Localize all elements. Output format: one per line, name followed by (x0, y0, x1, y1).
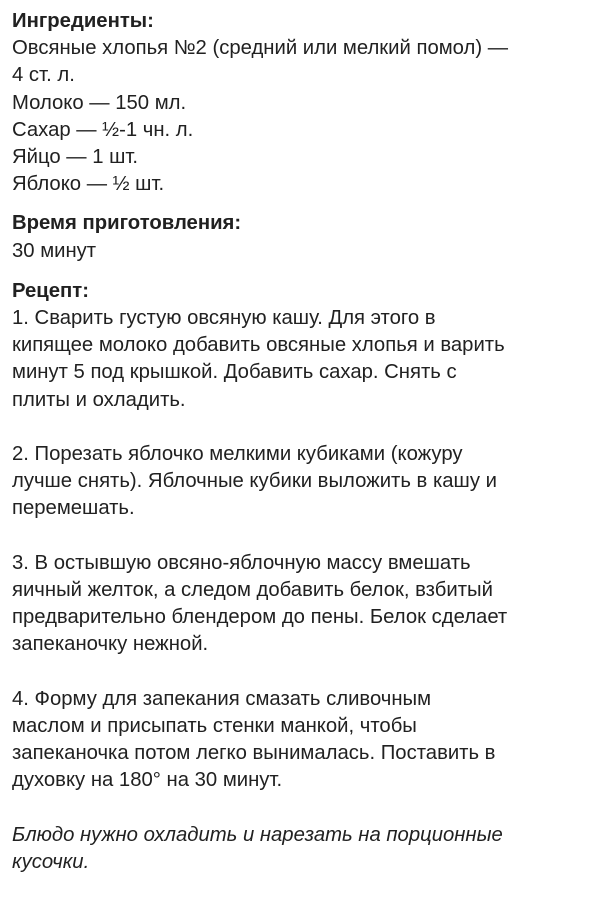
serving-note-line: Блюдо нужно охладить и нарезать на порционные (12, 823, 503, 846)
recipe-heading: Рецепт: (12, 279, 89, 302)
recipe-step-line: предварительно блендером до пены. Белок сделает (12, 606, 508, 629)
recipe-step-2 (12, 441, 588, 523)
recipe-step-line: запеканочку нежной. (12, 633, 209, 656)
recipe-step-line: маслом и присыпать стенки манкой, чтобы (12, 715, 417, 738)
cooking-time-heading: Время приготовления: (12, 212, 242, 235)
recipe-step-line: кипящее молоко добавить овсяные хлопья и варить (12, 334, 505, 357)
recipe-step-line: 3. В остывшую овсяно-яблочную массу вмешать (12, 551, 471, 574)
serving-note-line: кусочки. (12, 851, 90, 874)
ingredient-line: 4 ст. л. (12, 64, 75, 87)
cooking-time-section (12, 210, 588, 264)
recipe-step-line: перемешать. (12, 497, 135, 520)
ingredient-line: Овсяные хлопья №2 (средний или мелкий помол) — (12, 37, 509, 60)
recipe-step-3 (12, 550, 588, 659)
serving-note (12, 822, 588, 876)
recipe-step-4 (12, 686, 588, 795)
ingredient-line: Яйцо — 1 шт. (12, 146, 139, 169)
ingredient-line: Яблоко — ½ шт. (12, 173, 165, 196)
ingredient-line: Сахар — ½-1 чн. л. (12, 118, 194, 141)
ingredients-section (12, 8, 588, 198)
recipe-step-line: запеканочка потом легко вынималась. Поставить в (12, 742, 496, 765)
ingredients-heading: Ингредиенты: (12, 10, 154, 32)
recipe-step-line: 1. Сварить густую овсяную кашу. Для этого в (12, 307, 436, 330)
ingredient-line: Молоко — 150 мл. (12, 91, 187, 114)
recipe-step-line: яичный желток, а следом добавить белок, взбитый (12, 579, 493, 602)
recipe-step-line: 4. Форму для запекания смазать сливочным (12, 687, 432, 710)
recipe-step-line: минут 5 под крышкой. Добавить сахар. Снять с (12, 361, 457, 384)
cooking-time-value: 30 минут (12, 239, 97, 262)
recipe-step-line: лучше снять). Яблочные кубики выложить в кашу и (12, 470, 497, 493)
recipe-step-1 (12, 305, 588, 414)
recipe-step-line: духовку на 180° на 30 минут. (12, 769, 283, 792)
recipe-section (12, 278, 588, 876)
recipe-step-line: плиты и охладить. (12, 388, 186, 411)
recipe-step-line: 2. Порезать яблочко мелкими кубиками (кожуру (12, 443, 463, 466)
